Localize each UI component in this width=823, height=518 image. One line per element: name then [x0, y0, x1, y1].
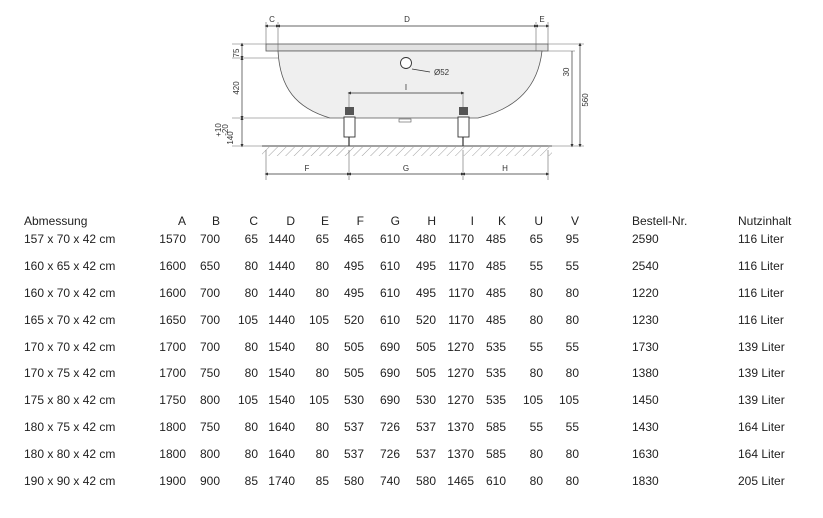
label-i: I	[404, 83, 408, 92]
cell-d: 1540	[268, 366, 295, 381]
cell-bestell-nr: 1630	[632, 447, 659, 462]
cell-b: 700	[199, 232, 220, 246]
cell-v: 80	[565, 285, 579, 300]
cell-a: 1650	[159, 312, 186, 327]
cell-e: 80	[315, 447, 329, 462]
cell-nutzinhalt: 139 Liter	[738, 339, 785, 354]
cell-i: 1370	[447, 447, 474, 462]
cell-f: 537	[343, 420, 364, 435]
table-row	[0, 364, 823, 391]
cell-g: 610	[379, 312, 400, 327]
cell-d: 1440	[268, 232, 295, 246]
cell-u: 80	[529, 366, 543, 381]
cell-v: 95	[565, 232, 579, 246]
cell-i: 1170	[448, 312, 474, 327]
header-e: E	[320, 214, 329, 228]
table-row	[0, 284, 823, 311]
cell-nutzinhalt: 164 Liter	[738, 447, 785, 462]
header-abmessung: Abmessung	[24, 214, 88, 228]
cell-e: 105	[308, 312, 329, 327]
cell-abmessung: 157 x 70 x 42 cm	[24, 232, 116, 246]
cell-b: 750	[199, 366, 220, 381]
overflow-drain	[401, 58, 412, 69]
label-h: H	[502, 164, 508, 173]
cell-u: 105	[522, 393, 543, 408]
cell-c: 105	[237, 393, 258, 408]
cell-h: 530	[415, 393, 436, 408]
cell-a: 1800	[159, 420, 186, 435]
cell-a: 1600	[159, 285, 186, 300]
cell-nutzinhalt: 139 Liter	[738, 393, 785, 408]
cell-f: 520	[343, 312, 364, 327]
cell-k: 485	[485, 258, 506, 273]
cell-abmessung: 180 x 80 x 42 cm	[24, 447, 116, 462]
table-row	[0, 257, 823, 284]
cell-h: 495	[415, 258, 436, 273]
cell-v: 80	[565, 474, 579, 489]
cell-d: 1440	[268, 312, 295, 327]
cell-bestell-nr: 1430	[632, 420, 659, 435]
header-g: G	[390, 214, 400, 228]
cell-e: 105	[308, 393, 329, 408]
label-30: 30	[562, 67, 571, 77]
right-foot	[458, 107, 469, 146]
header-c: C	[249, 214, 258, 228]
cell-e: 80	[315, 366, 329, 381]
cell-nutzinhalt: 116 Liter	[738, 258, 784, 273]
label-d: D	[404, 15, 410, 24]
cell-u: 55	[529, 420, 543, 435]
cell-a: 1570	[159, 232, 186, 246]
cell-c: 85	[244, 474, 258, 489]
cell-k: 610	[485, 474, 506, 489]
cell-nutzinhalt: 116 Liter	[738, 232, 784, 246]
cell-bestell-nr: 1380	[632, 366, 659, 381]
cell-i: 1170	[448, 232, 474, 246]
header-bestell-nr: Bestell-Nr.	[632, 214, 688, 228]
cell-b: 700	[199, 285, 220, 300]
cell-a: 1750	[159, 393, 186, 408]
cell-h: 537	[415, 420, 436, 435]
cell-b: 650	[199, 258, 220, 273]
cell-c: 80	[244, 285, 258, 300]
label-minus20: -20	[221, 124, 230, 136]
cell-u: 80	[529, 285, 543, 300]
cell-abmessung: 170 x 75 x 42 cm	[24, 366, 116, 381]
cell-bestell-nr: 1450	[632, 393, 659, 408]
cell-e: 85	[315, 474, 329, 489]
cell-b: 750	[199, 420, 220, 435]
cell-i: 1370	[447, 420, 474, 435]
cell-nutzinhalt: 205 Liter	[738, 474, 785, 489]
cell-nutzinhalt: 116 Liter	[738, 312, 784, 327]
cell-v: 80	[565, 447, 579, 462]
label-560: 560	[581, 93, 590, 107]
cell-b: 800	[199, 447, 220, 462]
cell-abmessung: 160 x 65 x 42 cm	[24, 258, 116, 273]
dimensions-table	[0, 212, 823, 499]
cell-k: 485	[485, 285, 506, 300]
cell-e: 80	[315, 420, 329, 435]
cell-b: 800	[199, 393, 220, 408]
cell-u: 80	[529, 447, 543, 462]
table-row	[0, 311, 823, 338]
cell-bestell-nr: 1830	[632, 474, 659, 489]
cell-bestell-nr: 1220	[632, 285, 659, 300]
cell-k: 535	[485, 393, 506, 408]
cell-c: 105	[237, 312, 258, 327]
cell-i: 1270	[447, 339, 474, 354]
cell-g: 610	[379, 258, 400, 273]
table-header	[0, 212, 823, 230]
header-f: F	[356, 214, 364, 228]
bathtub-technical-drawing	[0, 0, 823, 200]
cell-g: 740	[379, 474, 400, 489]
cell-g: 610	[379, 232, 400, 246]
cell-h: 520	[415, 312, 436, 327]
cell-d: 1440	[268, 285, 295, 300]
cell-abmessung: 170 x 70 x 42 cm	[24, 339, 116, 354]
header-b: B	[211, 214, 220, 228]
header-k: K	[497, 214, 506, 228]
label-75: 75	[232, 48, 241, 58]
cell-a: 1700	[159, 366, 186, 381]
cell-g: 610	[379, 285, 400, 300]
header-v: V	[570, 214, 579, 228]
header-a: A	[177, 214, 186, 228]
table-row	[0, 445, 823, 472]
cell-f: 465	[343, 232, 364, 246]
cell-d: 1740	[268, 474, 295, 489]
cell-k: 585	[485, 420, 506, 435]
cell-abmessung: 190 x 90 x 42 cm	[24, 474, 116, 489]
cell-d: 1540	[268, 393, 295, 408]
cell-u: 80	[529, 474, 543, 489]
cell-f: 530	[343, 393, 364, 408]
cell-k: 485	[485, 312, 506, 327]
cell-u: 80	[529, 312, 543, 327]
cell-h: 505	[415, 366, 436, 381]
cell-a: 1600	[159, 258, 186, 273]
cell-nutzinhalt: 164 Liter	[738, 420, 785, 435]
header-h: H	[427, 214, 436, 228]
table-row	[0, 230, 823, 257]
cell-b: 700	[199, 312, 220, 327]
header-d: D	[286, 214, 295, 228]
cell-f: 580	[343, 474, 364, 489]
cell-h: 505	[415, 339, 436, 354]
cell-e: 80	[315, 285, 329, 300]
header-nutzinhalt: Nutzinhalt	[738, 214, 792, 228]
label-140: 140	[226, 131, 235, 145]
cell-bestell-nr: 2590	[632, 232, 659, 246]
cell-a: 1800	[159, 447, 186, 462]
cell-u: 55	[529, 339, 543, 354]
cell-k: 535	[485, 366, 506, 381]
label-plus10: +10	[214, 123, 223, 137]
cell-v: 55	[565, 339, 579, 354]
cell-c: 80	[244, 258, 258, 273]
cell-g: 690	[379, 339, 400, 354]
cell-f: 495	[343, 258, 364, 273]
header-u: U	[534, 214, 543, 228]
cell-f: 537	[343, 447, 364, 462]
cell-bestell-nr: 1730	[632, 339, 659, 354]
cell-i: 1170	[448, 285, 474, 300]
cell-i: 1170	[448, 258, 474, 273]
cell-h: 537	[415, 447, 436, 462]
cell-abmessung: 175 x 80 x 42 cm	[24, 393, 116, 408]
cell-abmessung: 160 x 70 x 42 cm	[24, 285, 116, 300]
cell-e: 80	[315, 258, 329, 273]
cell-i: 1465	[447, 474, 474, 489]
cell-c: 80	[244, 366, 258, 381]
cell-c: 80	[244, 420, 258, 435]
label-e: E	[539, 15, 545, 24]
cell-g: 690	[379, 366, 400, 381]
table-row	[0, 338, 823, 365]
cell-h: 495	[415, 285, 436, 300]
floor-hatch	[262, 147, 552, 156]
tub-rim	[266, 44, 548, 51]
cell-f: 505	[343, 339, 364, 354]
cell-g: 690	[379, 393, 400, 408]
cell-v: 55	[565, 258, 579, 273]
cell-d: 1540	[268, 339, 295, 354]
cell-d: 1640	[268, 420, 295, 435]
cell-a: 1700	[159, 339, 186, 354]
cell-g: 726	[379, 420, 400, 435]
cell-i: 1270	[447, 366, 474, 381]
cell-h: 480	[415, 232, 436, 246]
label-g: G	[402, 164, 410, 173]
cell-e: 80	[315, 339, 329, 354]
cell-f: 495	[343, 285, 364, 300]
cell-b: 700	[199, 339, 220, 354]
table-row	[0, 391, 823, 418]
cell-nutzinhalt: 139 Liter	[738, 366, 785, 381]
cell-abmessung: 165 x 70 x 42 cm	[24, 312, 116, 327]
cell-a: 1900	[159, 474, 186, 489]
table-row	[0, 472, 823, 499]
cell-bestell-nr: 2540	[632, 258, 659, 273]
cell-i: 1270	[447, 393, 474, 408]
cell-nutzinhalt: 116 Liter	[738, 285, 784, 300]
cell-h: 580	[415, 474, 436, 489]
cell-g: 726	[379, 447, 400, 462]
cell-c: 80	[244, 447, 258, 462]
cell-u: 65	[529, 232, 543, 246]
cell-v: 105	[558, 393, 579, 408]
label-drain-diameter: Ø52	[434, 68, 450, 77]
cell-d: 1640	[268, 447, 295, 462]
cell-v: 80	[565, 312, 579, 327]
label-420: 420	[232, 81, 241, 95]
label-f: F	[304, 164, 310, 173]
cell-c: 80	[244, 339, 258, 354]
bottom-drain	[399, 119, 411, 122]
cell-b: 900	[199, 474, 220, 489]
label-c: C	[269, 15, 275, 24]
cell-k: 535	[485, 339, 506, 354]
cell-c: 65	[244, 232, 258, 246]
cell-d: 1440	[268, 258, 295, 273]
cell-u: 55	[529, 258, 543, 273]
cell-k: 585	[485, 447, 506, 462]
cell-v: 80	[565, 366, 579, 381]
cell-e: 65	[315, 232, 329, 246]
cell-abmessung: 180 x 75 x 42 cm	[24, 420, 116, 435]
cell-f: 505	[343, 366, 364, 381]
cell-bestell-nr: 1230	[632, 312, 659, 327]
cell-v: 55	[565, 420, 579, 435]
header-i: I	[470, 214, 474, 228]
left-foot	[344, 107, 355, 146]
cell-k: 485	[485, 232, 506, 246]
table-row	[0, 418, 823, 445]
